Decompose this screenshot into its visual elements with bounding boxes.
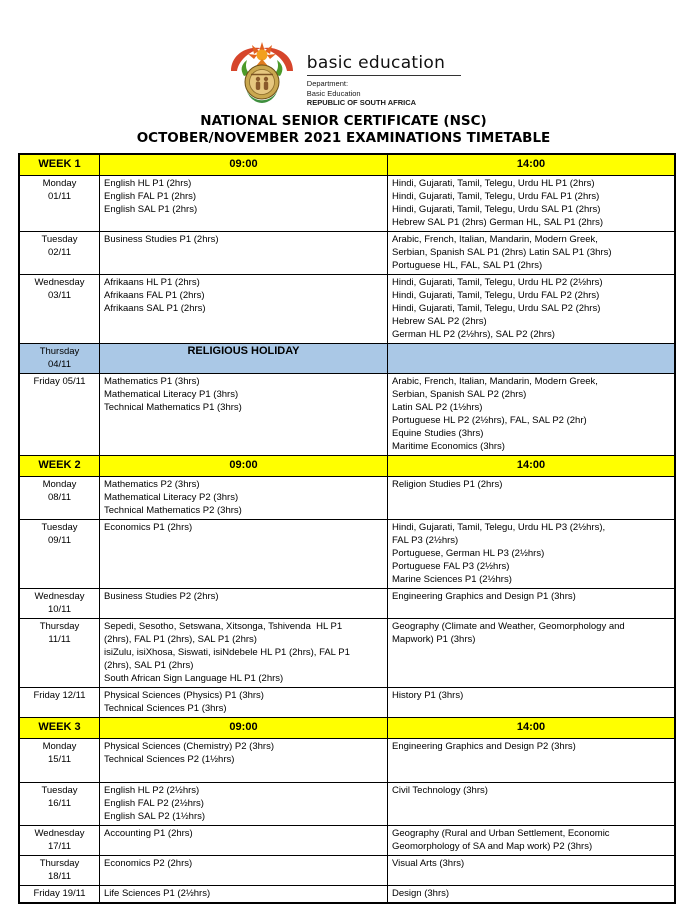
day-cell xyxy=(20,783,99,825)
morning-cell xyxy=(99,275,387,343)
day-cell xyxy=(20,688,99,717)
exam-entry: Economics P2 (2hrs) xyxy=(104,858,193,869)
exam-entry: Serbian, Spanish SAL P2 (2hrs) xyxy=(392,389,527,400)
day-label: Tuesday xyxy=(41,522,78,533)
day-label: Friday 19/11 xyxy=(33,888,86,899)
week-section xyxy=(20,455,674,717)
day-cell xyxy=(20,344,99,373)
morning-cell xyxy=(99,477,387,519)
exam-entry: Sepedi, Sesotho, Setswana, Xitsonga, Tshivenda HL P1 xyxy=(104,621,343,632)
timetable-row xyxy=(20,825,674,855)
logo-disc-inner xyxy=(249,70,274,95)
exam-entry: English FAL P1 (2hrs) xyxy=(104,191,197,202)
timetable-row xyxy=(20,855,674,885)
timetable-row xyxy=(20,738,674,782)
exam-entry: Arabic, French, Italian, Mandarin, Modern Greek, xyxy=(392,376,598,387)
afternoon-time-header: 14:00 xyxy=(387,718,674,738)
day-cell xyxy=(20,275,99,343)
day-cell xyxy=(20,856,99,885)
exam-entry: Portuguese FAL P3 (2½hrs) xyxy=(392,561,510,572)
afternoon-cell xyxy=(387,856,674,885)
exam-entry: English HL P1 (2hrs) xyxy=(104,178,192,189)
day-cell xyxy=(20,520,99,588)
afternoon-cell xyxy=(387,374,674,455)
day-cell xyxy=(20,589,99,618)
logo-text xyxy=(307,42,461,108)
day-label: 15/11 xyxy=(47,754,72,765)
week-label: WEEK 2 xyxy=(20,456,99,476)
exam-entry: Hindi, Gujarati, Tamil, Telegu, Urdu SAL P1 (2hrs) xyxy=(392,204,601,215)
exam-entry: Technical Sciences P1 (3hrs) xyxy=(104,703,227,714)
morning-cell xyxy=(99,619,387,687)
exam-entry: Serbian, Spanish SAL P1 (2hrs) Latin SAL P1 (3hrs) xyxy=(392,247,612,258)
timetable-row xyxy=(20,373,674,455)
day-label: 08/11 xyxy=(47,492,72,503)
exam-entry: Technical Mathematics P2 (3hrs) xyxy=(104,505,242,516)
exam-entry: German HL P2 (2½hrs), SAL P2 (2hrs) xyxy=(392,329,555,340)
day-label: 02/11 xyxy=(47,247,72,258)
day-label: Thursday xyxy=(39,346,80,357)
day-label: 11/11 xyxy=(48,634,71,645)
morning-cell xyxy=(99,688,387,717)
day-cell xyxy=(20,739,99,782)
exam-entry: Mathematics P1 (3hrs) xyxy=(104,376,200,387)
coat-of-arms-icon xyxy=(226,42,298,108)
department-header xyxy=(0,0,687,147)
logo-sun xyxy=(256,50,267,61)
exam-entry: Portuguese HL P2 (2½hrs), FAL, SAL P2 (2hr) xyxy=(392,415,587,426)
department-label: Department: xyxy=(306,79,349,88)
week-header-row xyxy=(20,455,674,476)
page-title-line1: NATIONAL SENIOR CERTIFICATE (NSC) xyxy=(200,113,487,129)
day-label: 03/11 xyxy=(47,290,72,301)
morning-cell xyxy=(99,886,387,902)
timetable-row xyxy=(20,476,674,519)
day-label: Monday xyxy=(42,178,77,189)
day-cell xyxy=(20,619,99,687)
week-rows xyxy=(20,175,674,455)
morning-cell xyxy=(99,520,387,588)
exam-entry: History P1 (3hrs) xyxy=(392,690,464,701)
exam-entry: Portuguese HL, FAL, SAL P1 (2hrs) xyxy=(392,260,543,271)
exam-entry: Physical Sciences (Chemistry) P2 (3hrs) xyxy=(104,741,274,752)
exam-entry: Technical Sciences P2 (1½hrs) xyxy=(104,754,235,765)
morning-cell xyxy=(99,374,387,455)
timetable-row xyxy=(20,231,674,274)
examinations-timetable xyxy=(18,153,676,904)
timetable-row xyxy=(20,519,674,588)
day-label: 04/11 xyxy=(47,359,72,370)
morning-cell xyxy=(99,783,387,825)
day-cell xyxy=(20,477,99,519)
exam-entry: Mathematics P2 (3hrs) xyxy=(104,479,200,490)
timetable-row xyxy=(20,175,674,231)
day-label: Thursday xyxy=(39,858,80,869)
exam-entry: Physical Sciences (Physics) P1 (3hrs) xyxy=(104,690,264,701)
page-title-line2: OCTOBER/NOVEMBER 2021 EXAMINATIONS TIMETABLE xyxy=(136,130,551,146)
exam-entry: Latin SAL P2 (1½hrs) xyxy=(392,402,483,413)
timetable-row xyxy=(20,687,674,717)
day-label: Friday 12/11 xyxy=(33,690,86,701)
day-label: Friday 05/11 xyxy=(33,376,86,387)
exam-entry: Religion Studies P1 (2hrs) xyxy=(392,479,503,490)
exam-entry: Business Studies P1 (2hrs) xyxy=(104,234,219,245)
exam-entry: (2hrs), SAL P1 (2hrs) xyxy=(104,660,194,671)
page-title xyxy=(0,113,687,147)
afternoon-cell xyxy=(387,477,674,519)
exam-entry: Hebrew SAL P2 (2hrs) xyxy=(392,316,487,327)
exam-entry: Mapwork) P1 (3hrs) xyxy=(392,634,476,645)
afternoon-cell xyxy=(387,176,674,231)
morning-time-header: 09:00 xyxy=(99,155,387,175)
afternoon-cell xyxy=(387,619,674,687)
week-header-row xyxy=(20,717,674,738)
morning-cell xyxy=(99,739,387,782)
morning-cell xyxy=(99,232,387,274)
exam-entry: Mathematical Literacy P2 (3hrs) xyxy=(104,492,239,503)
week-label: WEEK 1 xyxy=(20,155,99,175)
exam-entry: Hindi, Gujarati, Tamil, Telegu, Urdu HL P3 (2½hrs), xyxy=(392,522,606,533)
afternoon-cell xyxy=(387,589,674,618)
week-label: WEEK 3 xyxy=(20,718,99,738)
day-label: Wednesday xyxy=(34,591,85,602)
day-label: 09/11 xyxy=(47,535,72,546)
day-label: Wednesday xyxy=(34,828,85,839)
afternoon-cell xyxy=(387,783,674,825)
afternoon-cell xyxy=(387,232,674,274)
morning-cell xyxy=(99,344,387,373)
exam-entry: Visual Arts (3hrs) xyxy=(392,858,465,869)
afternoon-time-header: 14:00 xyxy=(387,456,674,476)
day-label: Thursday xyxy=(39,621,80,632)
exam-entry: Afrikaans SAL P1 (2hrs) xyxy=(104,303,206,314)
logo-block xyxy=(0,42,687,108)
afternoon-time-header: 14:00 xyxy=(387,155,674,175)
week-header-row xyxy=(20,155,674,175)
exam-entry: Arabic, French, Italian, Mandarin, Modern Greek, xyxy=(392,234,598,245)
morning-cell xyxy=(99,589,387,618)
afternoon-cell xyxy=(387,688,674,717)
exam-entry: Hebrew SAL P1 (2hrs) German HL, SAL P1 (2hrs) xyxy=(392,217,604,228)
week-section xyxy=(20,155,674,455)
day-cell xyxy=(20,826,99,855)
exam-entry: English SAL P1 (2hrs) xyxy=(104,204,198,215)
week-rows xyxy=(20,738,674,902)
exam-entry: RELIGIOUS HOLIDAY xyxy=(187,345,300,357)
day-label: 18/11 xyxy=(47,871,72,882)
afternoon-cell xyxy=(387,520,674,588)
country-name: REPUBLIC OF SOUTH AFRICA xyxy=(306,98,417,107)
exam-entry: Equine Studies (3hrs) xyxy=(392,428,484,439)
exam-entry: FAL P3 (2½hrs) xyxy=(392,535,459,546)
exam-entry: Maritime Economics (3hrs) xyxy=(392,441,505,452)
exam-entry: Civil Technology (3hrs) xyxy=(392,785,488,796)
timetable-row xyxy=(20,618,674,687)
day-cell xyxy=(20,886,99,902)
exam-entry: (2hrs), FAL P1 (2hrs), SAL P1 (2hrs) xyxy=(104,634,257,645)
exam-entry: Geography (Rural and Urban Settlement, Economic xyxy=(392,828,610,839)
exam-entry: Hindi, Gujarati, Tamil, Telegu, Urdu FAL P1 (2hrs) xyxy=(392,191,600,202)
exam-entry: Life Sciences P1 (2½hrs) xyxy=(104,888,211,899)
week-rows xyxy=(20,476,674,717)
exam-entry: English HL P2 (2½hrs) xyxy=(104,785,200,796)
brand-name: basic education xyxy=(307,53,461,76)
exam-entry: Mathematical Literacy P1 (3hrs) xyxy=(104,389,239,400)
morning-cell xyxy=(99,826,387,855)
afternoon-cell xyxy=(387,275,674,343)
afternoon-cell xyxy=(387,344,674,373)
exam-entry: Geography (Climate and Weather, Geomorphology and xyxy=(392,621,625,632)
exam-entry: Design (3hrs) xyxy=(392,888,450,899)
day-label: Monday xyxy=(42,479,77,490)
exam-entry: Engineering Graphics and Design P1 (3hrs) xyxy=(392,591,576,602)
morning-cell xyxy=(99,856,387,885)
afternoon-cell xyxy=(387,826,674,855)
exam-entry: Hindi, Gujarati, Tamil, Telegu, Urdu FAL P2 (2hrs) xyxy=(392,290,600,301)
exam-entry: isiZulu, isiXhosa, Siswati, isiNdebele HL P1 (2hrs), FAL P1 xyxy=(104,647,350,658)
department-name: Basic Education xyxy=(306,88,361,98)
day-label: Tuesday xyxy=(41,785,78,796)
exam-entry: Geomorphology of SA and Map work) P2 (3hrs) xyxy=(392,841,593,852)
day-cell xyxy=(20,176,99,231)
day-label: 16/11 xyxy=(47,798,72,809)
exam-entry: Hindi, Gujarati, Tamil, Telegu, Urdu SAL P2 (2hrs) xyxy=(392,303,601,314)
day-cell xyxy=(20,374,99,455)
timetable-row xyxy=(20,343,674,373)
exam-entry: Portuguese, German HL P3 (2½hrs) xyxy=(392,548,545,559)
timetable-row xyxy=(20,782,674,825)
exam-entry: Engineering Graphics and Design P2 (3hrs) xyxy=(392,741,576,752)
day-label: 10/11 xyxy=(47,604,72,615)
timetable-row xyxy=(20,885,674,902)
morning-cell xyxy=(99,176,387,231)
exam-entry: English SAL P2 (1½hrs) xyxy=(104,811,206,822)
afternoon-cell xyxy=(387,886,674,902)
exam-entry: Afrikaans HL P1 (2hrs) xyxy=(104,277,200,288)
department-lines xyxy=(307,79,461,108)
day-label: Monday xyxy=(42,741,77,752)
exam-entry: Hindi, Gujarati, Tamil, Telegu, Urdu HL P2 (2½hrs) xyxy=(392,277,603,288)
morning-time-header: 09:00 xyxy=(99,718,387,738)
morning-time-header: 09:00 xyxy=(99,456,387,476)
day-cell xyxy=(20,232,99,274)
day-label: Tuesday xyxy=(41,234,78,245)
exam-entry: Economics P1 (2hrs) xyxy=(104,522,193,533)
afternoon-cell xyxy=(387,739,674,782)
day-label: 01/11 xyxy=(47,191,72,202)
exam-entry: Marine Sciences P1 (2½hrs) xyxy=(392,574,512,585)
exam-entry: Business Studies P2 (2hrs) xyxy=(104,591,219,602)
exam-entry: Afrikaans FAL P1 (2hrs) xyxy=(104,290,205,301)
week-section xyxy=(20,717,674,902)
timetable-row xyxy=(20,588,674,618)
day-label: 17/11 xyxy=(47,841,72,852)
exam-entry: Hindi, Gujarati, Tamil, Telegu, Urdu HL P1 (2hrs) xyxy=(392,178,595,189)
day-label: Wednesday xyxy=(34,277,85,288)
exam-entry: Technical Mathematics P1 (3hrs) xyxy=(104,402,242,413)
exam-entry: Accounting P1 (2hrs) xyxy=(104,828,193,839)
exam-entry: English FAL P2 (2½hrs) xyxy=(104,798,204,809)
exam-entry: South African Sign Language HL P1 (2hrs) xyxy=(104,673,284,684)
timetable-row xyxy=(20,274,674,343)
